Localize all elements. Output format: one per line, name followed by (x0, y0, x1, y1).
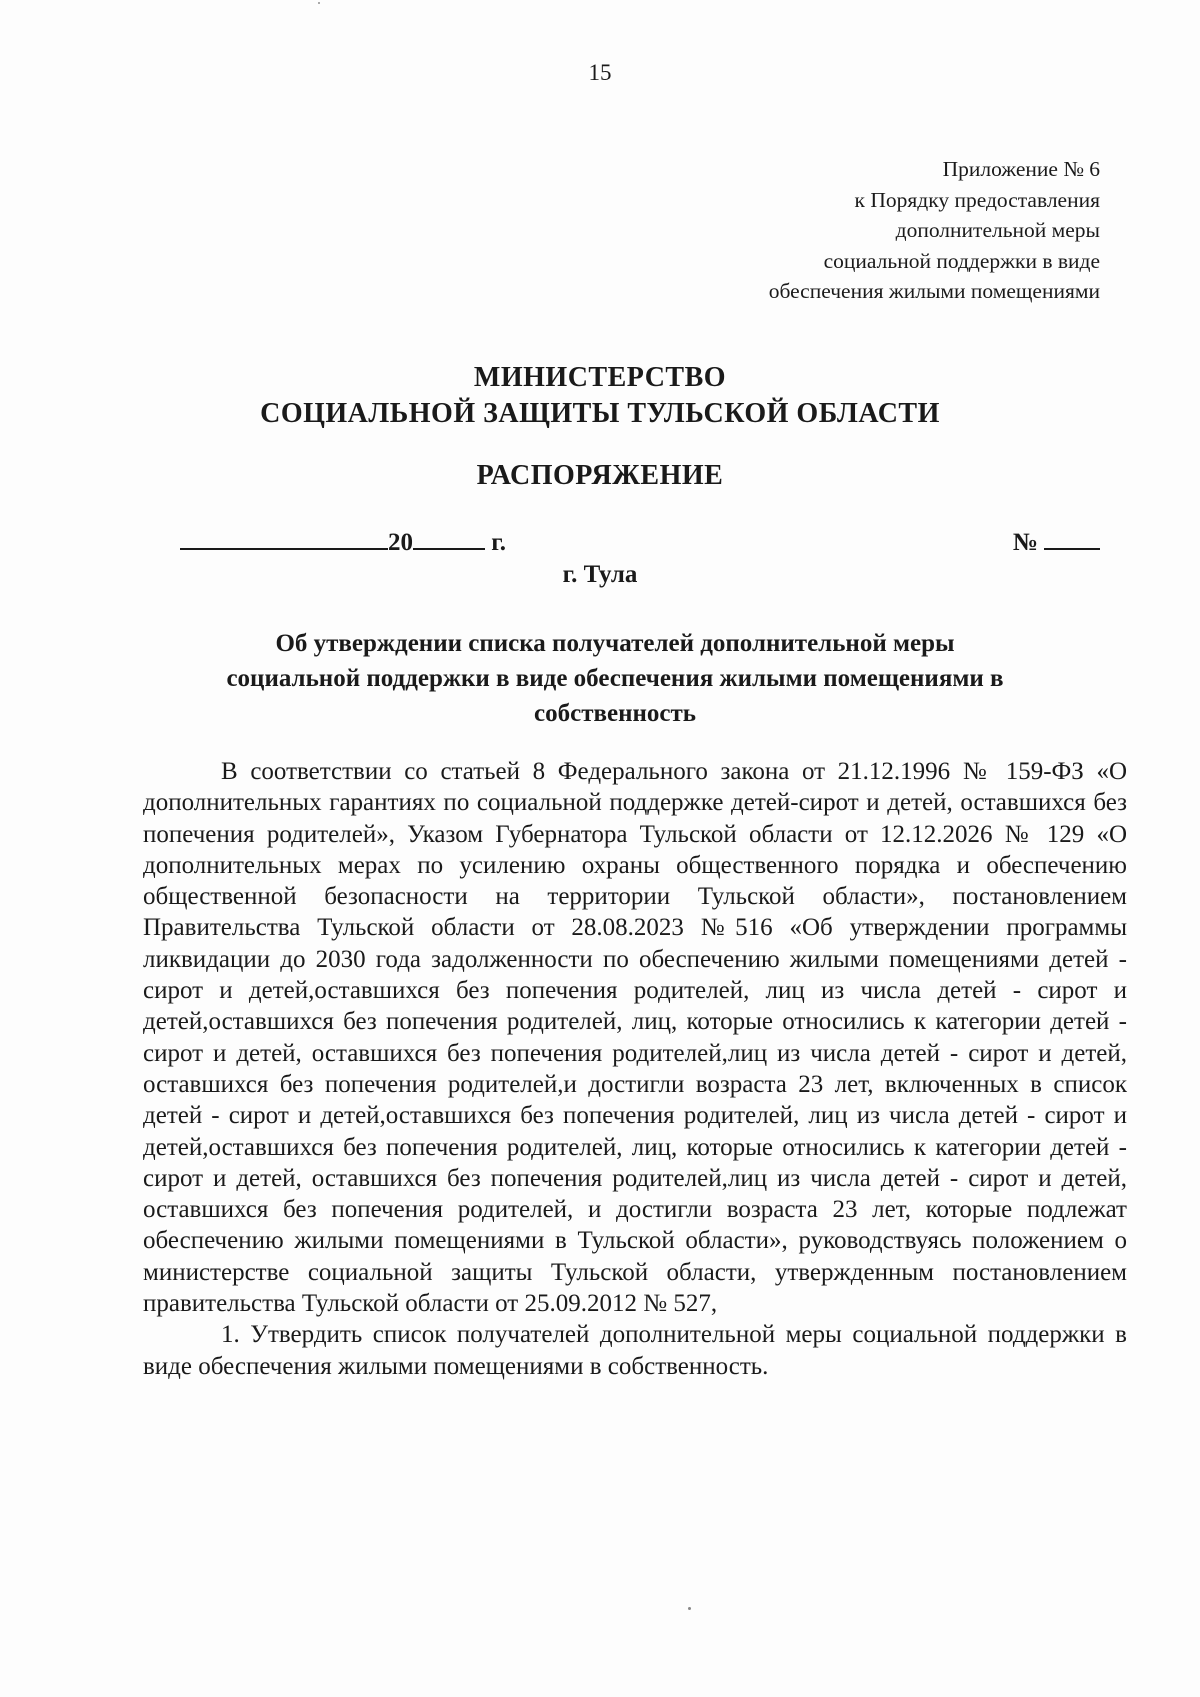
ministry-heading-line1: МИНИСТЕРСТВО (473, 362, 727, 393)
date-field (180, 526, 506, 557)
date-day-blank (180, 526, 388, 550)
document-type: РАСПОРЯЖЕНИЕ (476, 460, 724, 491)
appendix-block (769, 154, 1100, 307)
number-label: № (1012, 529, 1038, 556)
number-field (1013, 526, 1100, 557)
title-line2: социальной поддержки в виде обеспечения жилыми помещениями в (226, 665, 1004, 692)
body-paragraph: 1. Утвердить список получателей дополнительной меры социальной поддержки в виде обеспечения жилыми помещениями в собственность. (143, 1321, 1127, 1380)
appendix-line: Приложение № 6 (942, 157, 1100, 181)
city: г. Тула (562, 561, 638, 588)
document-body (143, 756, 1127, 1382)
date-suffix: г. (491, 529, 507, 556)
ministry-heading (0, 360, 1200, 432)
body-paragraph: В соответствии со статьей 8 Федерального закона от 21.12.1996 № 159-ФЗ «О дополнительных гарантиях по социальной поддержке детей-сирот и детей, оставшихся без попечения родителей», Указом Губернатора Тульской области от 12.12.2026 № 129 «О дополнительных мерах по усилению охраны общественного порядка и обеспечению общественной безопасности на территории Тульской области», постановлением Правительства Тульской области от 28.08.2023 №516 «Об утверждении программы ликвидации до 2030 года задолженности по обеспечению жилыми помещениями детей - сирот и детей,оставшихся без попечения родителей, лиц из числа детей - сирот и детей,оставшихся без попечения родителей, лиц, которые относились к категории детей - сирот и детей, оставшихся без попечения родителей,лиц из числа детей - сирот и детей, оставшихся без попечения родителей,и достигли возраста 23 лет, включенных в список детей - сирот и детей,оставшихся без попечения родителей, лиц из числа детей - сирот и детей,оставшихся без попечения родителей, лиц, которые относились к категории детей - сирот и детей, оставшихся без попечения родителей,лиц из числа детей - сирот и детей, оставшихся без попечения родителей, и достигли возраста 23 лет, которые подлежат обеспечению жилыми помещениями в Тульской области», руководствуясь положением о министерстве социальной защиты Тульской области, утвержденным постановлением правительства Тульской области от 25.09.2012 № 527, (143, 758, 1127, 1318)
appendix-line: дополнительной меры (895, 218, 1100, 242)
appendix-line: обеспечения жилыми помещениями (768, 279, 1100, 303)
appendix-line: к Порядку предоставления (854, 187, 1100, 212)
title-line3: собственность (534, 700, 696, 727)
scan-mark (688, 1607, 691, 1610)
appendix-line: социальной поддержки в виде (823, 248, 1100, 273)
date-year-blank (413, 526, 485, 550)
document-title (150, 626, 1080, 731)
number-blank (1044, 526, 1100, 550)
title-line1: Об утверждении списка получателей дополнительной меры (275, 630, 955, 657)
ministry-heading-line2: СОЦИАЛЬНОЙ ЗАЩИТЫ ТУЛЬСКОЙ ОБЛАСТИ (260, 398, 940, 429)
date-year-prefix: 20 (388, 529, 413, 556)
page-number: 15 (588, 60, 612, 85)
scan-mark (318, 2, 320, 4)
